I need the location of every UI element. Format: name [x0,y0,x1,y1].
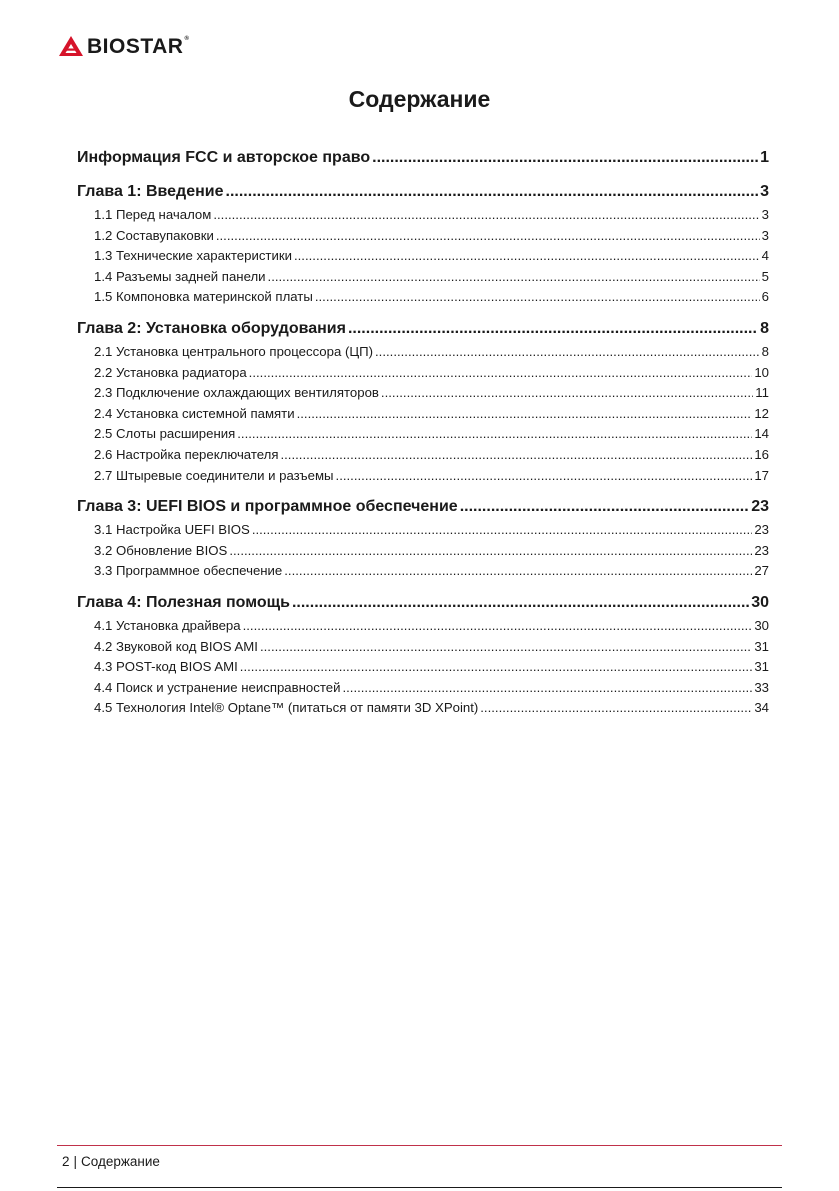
toc-chapter-entry[interactable] [77,145,769,171]
toc-entry-page: 12 [754,405,769,421]
bottom-divider [57,1187,782,1188]
toc-dot-leader [342,678,752,699]
toc-section-entry[interactable] [77,698,769,719]
toc-dot-leader [292,590,749,616]
toc-entry-page: 34 [754,700,769,716]
toc-section-entry[interactable] [77,205,769,226]
toc-entry-title: 1.1 Перед началом [94,207,212,222]
biostar-triangle-icon [58,35,84,57]
toc-entry-title: 1.3 Технические характеристики [94,248,292,264]
toc-dot-leader [226,179,759,205]
toc-dot-leader [480,698,752,719]
toc-dot-leader [260,637,752,658]
footer-separator: | [73,1154,78,1169]
page-title: Содержание [348,86,491,112]
toc-entry-page: 4 [761,248,769,264]
toc-entry-page: 30 [751,593,769,611]
toc-section-entry[interactable] [77,657,769,678]
toc-entry-page: 3 [760,183,769,200]
table-of-contents [77,142,769,719]
toc-entry-page: 10 [754,364,769,380]
toc-entry-title: 4.2 Звуковой код BIOS AMI [94,638,258,654]
toc-chapter-entry[interactable] [77,179,769,205]
toc-entry-page: 33 [754,679,769,695]
toc-section-entry[interactable] [77,267,769,288]
toc-entry-title: 2.1 Установка центрального процессора (ЦП) [94,343,373,359]
toc-chapter-entry[interactable] [77,590,769,616]
toc-dot-leader [240,657,753,678]
toc-section-entry[interactable] [77,520,769,541]
toc-dot-leader [280,445,752,466]
toc-entry-title: 3.3 Программное обеспечение [94,563,283,579]
toc-entry-page: 3 [761,227,769,243]
toc-dot-leader [315,287,760,308]
biostar-wordmark: BIOSTAR® [87,34,190,58]
toc-dot-leader [249,363,753,384]
toc-dot-leader [216,226,760,247]
toc-dot-leader [229,541,752,562]
footer-page-number: 2 [62,1154,70,1169]
toc-entry-page: 23 [754,522,769,538]
toc-entry-page: 3 [761,207,769,222]
toc-entry-title: 1.5 Компоновка материнской платы [94,289,313,305]
toc-entry-title: 4.4 Поиск и устранение неисправностей [94,679,341,695]
toc-chapter-entry[interactable] [77,494,769,520]
toc-dot-leader [381,383,753,404]
toc-section-entry[interactable] [77,383,769,404]
toc-section-entry[interactable] [77,363,769,384]
toc-section-entry[interactable] [77,424,769,445]
toc-dot-leader [237,424,752,445]
toc-entry-page: 14 [754,426,769,442]
toc-entry-page: 27 [754,563,769,579]
toc-entry-title: 4.1 Установка драйвера [94,617,241,633]
toc-dot-leader [284,561,752,582]
toc-entry-page: 23 [751,498,769,516]
toc-entry-page: 6 [761,289,769,305]
toc-dot-leader [372,145,758,171]
toc-dot-leader [297,404,753,425]
toc-section-entry[interactable] [77,404,769,425]
toc-entry-title: 2.7 Штыревые соединители и разъемы [94,467,334,483]
toc-entry-title: 1.2 Составупаковки [94,227,214,243]
toc-entry-title: 4.5 Технология Intel® Optane™ (питаться от памяти 3D XPoint) [94,700,479,716]
toc-entry-page: 5 [761,268,769,284]
toc-entry-title: 2.4 Установка системной памяти [94,405,295,421]
footer-section: Содержание [81,1154,160,1169]
toc-entry-page: 1 [760,149,769,166]
toc-entry-title: Глава 2: Установка оборудования [77,319,346,337]
toc-entry-title: 2.2 Установка радиатора [94,364,247,380]
page-footer [62,1153,160,1171]
toc-entry-page: 8 [761,343,769,359]
toc-section-entry[interactable] [77,678,769,699]
toc-section-entry[interactable] [77,637,769,658]
toc-entry-page: 23 [754,542,769,558]
toc-entry-title: 2.6 Настройка переключателя [94,446,279,462]
toc-entry-page: 31 [754,659,769,675]
toc-entry-page: 31 [754,638,769,654]
toc-section-entry[interactable] [77,541,769,562]
toc-entry-title: 3.1 Настройка UEFI BIOS [94,522,250,538]
toc-section-entry[interactable] [77,246,769,267]
toc-dot-leader [252,520,753,541]
toc-entry-title: 3.2 Обновление BIOS [94,542,228,558]
toc-dot-leader [460,494,750,520]
toc-section-entry[interactable] [77,466,769,487]
toc-section-entry[interactable] [77,561,769,582]
toc-section-entry[interactable] [77,287,769,308]
toc-entry-title: Информация FCC и авторское право [77,149,371,166]
toc-entry-title: 2.5 Слоты расширения [94,426,236,442]
toc-entry-title: 1.4 Разъемы задней панели [94,268,266,284]
toc-dot-leader [348,316,758,342]
toc-section-entry[interactable] [77,445,769,466]
toc-dot-leader [375,342,760,363]
toc-entry-page: 30 [754,617,769,633]
toc-entry-page: 17 [754,467,769,483]
toc-section-entry[interactable] [77,342,769,363]
footer-divider [57,1145,782,1146]
toc-dot-leader [336,466,753,487]
toc-chapter-entry[interactable] [77,316,769,342]
toc-entry-page: 8 [760,319,769,337]
toc-entry-title: 4.3 POST-код BIOS AMI [94,659,238,675]
toc-entry-title: 2.3 Подключение охлаждающих вентиляторов [94,385,379,401]
toc-entry-page: 16 [754,446,769,462]
toc-entry-title: Глава 1: Введение [77,183,224,200]
biostar-logo [58,31,189,61]
toc-dot-leader [213,205,759,226]
toc-entry-title: Глава 4: Полезная помощь [77,593,290,611]
toc-section-entry[interactable] [77,226,769,247]
toc-section-entry[interactable] [77,616,769,637]
toc-entry-page: 11 [755,385,769,401]
toc-dot-leader [268,267,760,288]
toc-dot-leader [243,616,753,637]
toc-dot-leader [294,246,760,267]
toc-entry-title: Глава 3: UEFI BIOS и программное обеспечение [77,498,458,516]
